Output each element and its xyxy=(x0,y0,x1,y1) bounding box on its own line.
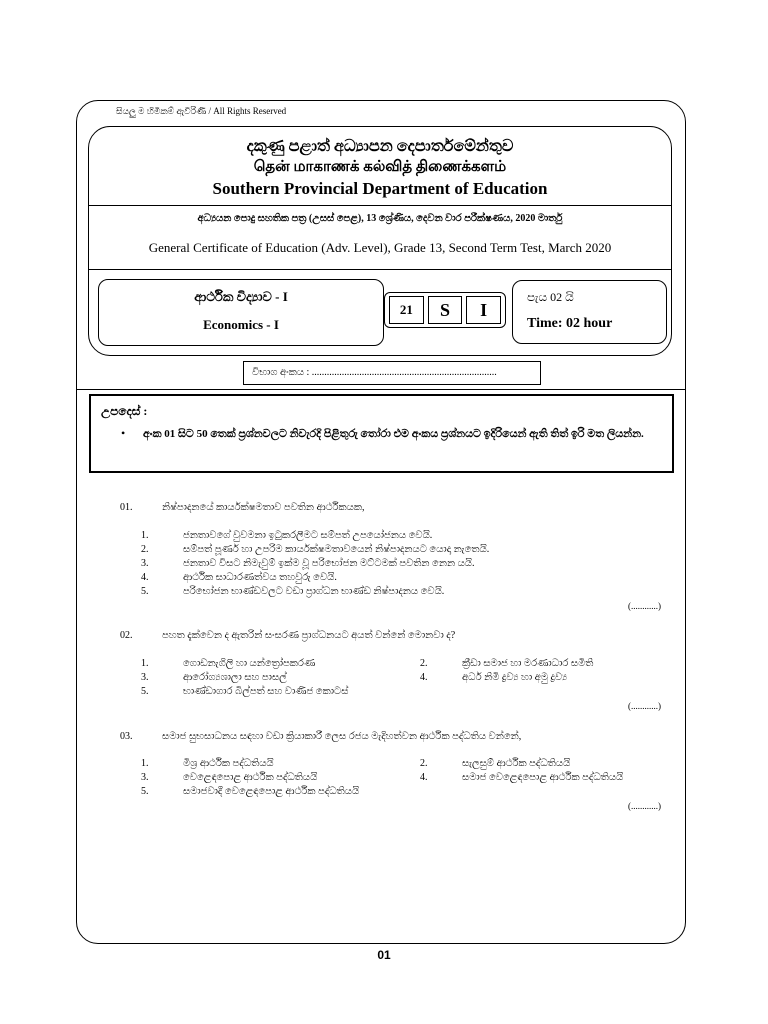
instructions-title: උපදෙස් : xyxy=(101,404,148,418)
option xyxy=(420,672,567,683)
option xyxy=(141,672,287,683)
option-number: 3. xyxy=(141,558,149,569)
option-number: 3. xyxy=(141,772,149,783)
header-divider-2 xyxy=(89,269,671,270)
option-text: සමාජ වෙළෙඳපොළ ආර්ථික පද්ධතියයි xyxy=(462,772,624,783)
bullet-icon: • xyxy=(121,426,126,440)
option-text: සැලසුම් ආර්ථික පද්ධතියයි xyxy=(462,758,571,769)
department-title-tamil: தென் மாகாணக் கல்வித் திணைக்களம் xyxy=(253,159,507,175)
option xyxy=(141,658,315,669)
option-text: මිශ්‍ර ආර්ථික පද්ධතියයි xyxy=(183,758,274,769)
option-text: ජනතාවගේ වුවමනා ඉටුකරලීමට සම්පත් උපයෝජනය වෙයි. xyxy=(183,530,433,541)
option-text: ආර්ථික සාධාරණත්වය තහවුරු වෙයි. xyxy=(183,572,337,583)
option xyxy=(141,786,359,797)
option xyxy=(420,772,623,783)
question-number: 02. xyxy=(120,630,133,641)
subject-box xyxy=(98,279,384,346)
option-text: අර්ධ නිමි ද්‍රව්‍ය හා අමු ද්‍රව්‍ය xyxy=(462,672,568,683)
option-number: 2. xyxy=(141,544,149,555)
option-text: ක්‍රීඩා සමාජ හා මරණාධාර සමිති xyxy=(462,658,594,669)
time-english: Time: 02 hour xyxy=(527,316,613,331)
subject-code-box xyxy=(384,292,506,328)
option xyxy=(141,558,474,569)
department-title-english: Southern Provincial Department of Education xyxy=(212,179,548,198)
option xyxy=(420,658,593,669)
copyright-notice: සියලු ම හිමිකම් ඇවිරිණි / All Rights Reserved xyxy=(116,106,287,116)
subject-sinhala: ආර්ථික විද්‍යාව - I xyxy=(194,289,288,304)
exam-title-sinhala: අධ්‍යයන පොදු සහතික පත්‍ර (උසස් පෙළ), 13 ශ්‍රේණිය, දෙවන වාර පරීක්ෂණය, 2020 මාර්තු xyxy=(197,213,563,224)
option xyxy=(141,544,489,555)
option xyxy=(141,772,317,783)
option-text: ජනතාව විසට නිමැවුම් ඉක්ම වූ පරිභෝජන මට්ටමක් පවතින නෙන යයි. xyxy=(183,558,475,569)
time-sinhala: පැය 02 යි xyxy=(527,290,574,304)
answer-blank[interactable]: (............) xyxy=(628,601,661,611)
option-text: පරිභෝජන භාණ්ඩවලට වඩා ප්‍රාග්ධන භාණ්ඩ නිෂ්පාදනය වෙයි. xyxy=(183,586,445,597)
instructions-box xyxy=(89,394,674,473)
option xyxy=(141,758,274,769)
subject-code-paper: I xyxy=(466,296,501,324)
question-number: 01. xyxy=(120,502,133,513)
option-text: ගොඩනැගිලි හා යන්ත්‍රෝපකරණ xyxy=(183,658,316,669)
option xyxy=(420,758,570,769)
option-text: සම්පත් පූර්ණ හා උපරිම කාර්යක්ෂමතාවයෙන් නිෂ්පාදනයට යොදා නැතෙයි. xyxy=(183,544,490,555)
option-text: වෙළෙඳපොළ ආර්ථික පද්ධතියයි xyxy=(183,772,318,783)
option-number: 2. xyxy=(420,758,428,769)
exam-title-english: General Certificate of Education (Adv. Level), Grade 13, Second Term Test, March 2020 xyxy=(148,240,612,255)
option-number: 5. xyxy=(141,586,149,597)
option-number: 4. xyxy=(420,772,428,783)
subject-code-letter: S xyxy=(428,296,463,324)
option-number: 5. xyxy=(141,686,149,697)
page-number: 01 xyxy=(377,948,391,962)
index-number-field[interactable]: විභාග අංකය : .......................................................................... xyxy=(243,361,541,385)
option-number: 3. xyxy=(141,672,149,683)
subject-english: Economics - I xyxy=(203,317,279,332)
option xyxy=(141,686,348,697)
option-number: 1. xyxy=(141,658,149,669)
option-text: සමාජවාදී වෙළෙඳපොළ ආර්ථික පද්ධතියයි xyxy=(183,786,360,797)
answer-blank[interactable]: (............) xyxy=(628,801,661,811)
option-number: 4. xyxy=(420,672,428,683)
option-number: 4. xyxy=(141,572,149,583)
answer-blank[interactable]: (............) xyxy=(628,701,661,711)
option-number: 1. xyxy=(141,530,149,541)
question-text: පහත දැක්වෙන ද ඇතරින් සංසරණ ප්‍රාග්ධනයට අයත් වන්නේ මොනවා ද? xyxy=(162,630,456,641)
question-text: නිෂ්පාදනයේ කාර්යක්ෂමතාව පවතින ආර්ථිකයක, xyxy=(162,502,365,513)
option-number: 2. xyxy=(420,658,428,669)
question-number: 03. xyxy=(120,731,133,742)
option-text: භාණ්ඩාගාර බිල්පත් සහ වාණිජ කොටස් xyxy=(183,686,349,697)
option-number: 5. xyxy=(141,786,149,797)
section-rule xyxy=(76,389,686,390)
department-title-sinhala: දකුණු පළාත් අධ්‍යාපන දෙපාර්තමේන්තුව xyxy=(246,138,514,155)
option-text: ආරෝග්‍යශාලා සහ පාසල් xyxy=(183,672,287,683)
option-number: 1. xyxy=(141,758,149,769)
option xyxy=(141,530,432,541)
time-box xyxy=(512,280,667,344)
option xyxy=(141,586,444,597)
subject-code-number: 21 xyxy=(389,296,424,324)
header-divider xyxy=(89,205,671,206)
question-text: සමාජ සුභසාධනය සඳහා වඩා ක්‍රියාකාරී ලෙස රජය මැදිහත්වන ආර්ථික පද්ධතිය වන්නේ, xyxy=(162,731,522,742)
option xyxy=(141,572,337,583)
instructions-text: අංක 01 සිට 50 තෙක් ප්‍රශ්නවලට නිවැරදි පිළිතුරු තෝරා එම අංකය ප්‍රශ්නයට ඉදිරියෙන් ඇති තිත් ඉරි මත ලියන්න. xyxy=(143,428,644,440)
